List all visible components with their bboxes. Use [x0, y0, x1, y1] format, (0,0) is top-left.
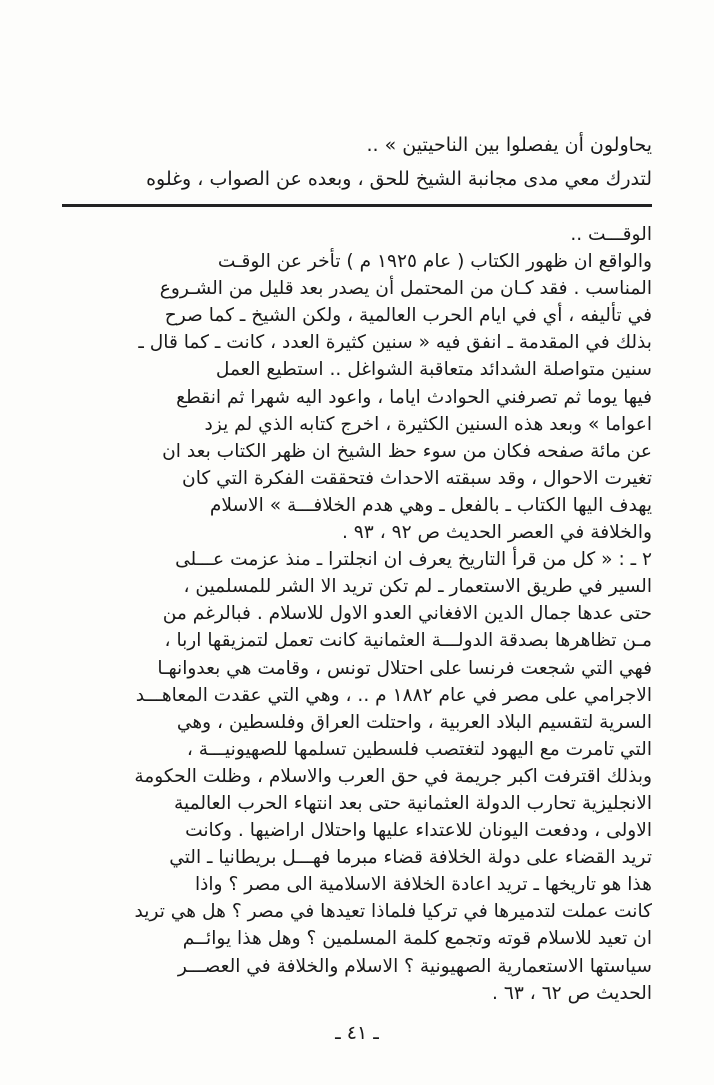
- footnote-divider: [62, 204, 652, 207]
- body-line: الحديث ص ٦٢ ، ٦٣ .: [492, 982, 652, 1004]
- body-line: الاجرامي على مصر في عام ١٨٨٢ م .. ، وهي التي عقدت المعاهـــد: [135, 684, 652, 706]
- page-content: [62, 128, 652, 1007]
- body-line: سياستها الاستعمارية الصهيونية ؟ الاسلام والخلافة في العصـــر: [177, 955, 652, 977]
- body-line: بذلك في المقدمة ـ انفق فيه « سنين كثيرة العدد ، كانت ـ كما قال ـ: [138, 332, 652, 354]
- body-line: المناسب . فقد كـان من المحتمل أن يصدر بعد قليل من الشـروع: [159, 278, 652, 300]
- body-line: السير في طريق الاستعمار ـ لم تكن تريد الا الشر للمسلمين ،: [183, 576, 652, 598]
- body-line: وبذلك اقترفت اكبر جريمة في حق العرب والاسلام ، وظلت الحكومة: [134, 765, 652, 787]
- body-line: السرية لتقسيم البلاد العربية ، واحتلت العراق وفلسطين ، وهي: [176, 711, 652, 733]
- footnote-line: يحاولون أن يفصلوا بين الناحيتين » ..: [366, 134, 652, 156]
- body-line: يهدف اليها الكتاب ـ بالفعل ـ وهي هدم الخلافـــة » الاسلام: [209, 494, 652, 516]
- body-line: حتى عدها جمال الدين الافغاني العدو الاول للاسلام . فبالرغم من: [162, 603, 652, 625]
- body-line: تغيرت الاحوال ، وقد سبقته الاحداث فتحققت الفكرة التي كان: [182, 467, 652, 489]
- body-line: اعواما » وبعد هذه السنين الكثيرة ، اخرج كتابه الذي لم يزد: [204, 413, 652, 435]
- body-line: الانجليزية تحارب الدولة العثمانية حتى بعد انتهاء الحرب العالمية: [173, 792, 652, 814]
- body-line: سنين متواصلة الشدائد متعاقبة الشواغل .. استطيع العمل: [215, 359, 652, 381]
- page-number: ـ ٤١ ـ: [335, 1022, 379, 1044]
- body-line: هذا هو تاريخها ـ تريد اعادة الخلافة الاسلامية الى مصر ؟ واذا: [194, 874, 652, 896]
- body-line: والخلافة في العصر الحديث ص ٩٢ ، ٩٣ .: [341, 522, 652, 544]
- body-line: التي تامرت مع اليهود لتغتصب فلسطين تسلمها للصهيونيـــة ،: [186, 738, 652, 760]
- header-footnote: [62, 128, 652, 196]
- footnote-line: لتدرك معي مدى مجانبة الشيخ للحق ، وبعده عن الصواب ، وغلوه: [146, 168, 652, 190]
- footnotes-body: [62, 221, 652, 1007]
- body-line: تريد القضاء على دولة الخلافة قضاء مبرما فهـــل بريطانيا ـ التي: [169, 847, 652, 869]
- body-line: في تأليفه ، أي في ايام الحرب العالمية ، ولكن الشيخ ـ كما صرح: [164, 305, 652, 327]
- body-line: كانت عملت لتدميرها في تركيا فلماذا تعيدها في مصر ؟ هل هي تريد: [134, 901, 652, 923]
- body-line: مـن تظاهرها بصدقة الدولـــة العثمانية كانت تعمل لتمزيقها اربا ،: [164, 630, 652, 652]
- body-line: فيها يوما ثم تصرفني الحوادث اياما ، واعود اليه شهرا ثم انقطع: [176, 386, 652, 408]
- body-line: الاولى ، ودفعت اليونان للاعتداء عليها واحتلال اراضيها . وكانت: [185, 820, 652, 842]
- body-line: فهي التي شجعت فرنسا على احتلال تونس ، وقامت هي بعدوانهـا: [157, 657, 652, 679]
- body-line: ان تعيد للاسلام قوته وتجمع كلمة المسلمين ؟ وهل هذا يوائــم: [182, 928, 652, 950]
- body-line: عن مائة صفحه فكان من سوء حظ الشيخ ان ظهر الكتاب بعد ان: [162, 440, 652, 462]
- body-line: الوقـــت ..: [570, 224, 652, 245]
- body-line: والواقع ان ظهور الكتاب ( عام ١٩٢٥ م ) تأخر عن الوقـت: [217, 251, 652, 273]
- body-line: ٢ ـ : « كل من قرأ التاريخ يعرف ان انجلترا ـ منذ عزمت عـــلى: [175, 549, 652, 571]
